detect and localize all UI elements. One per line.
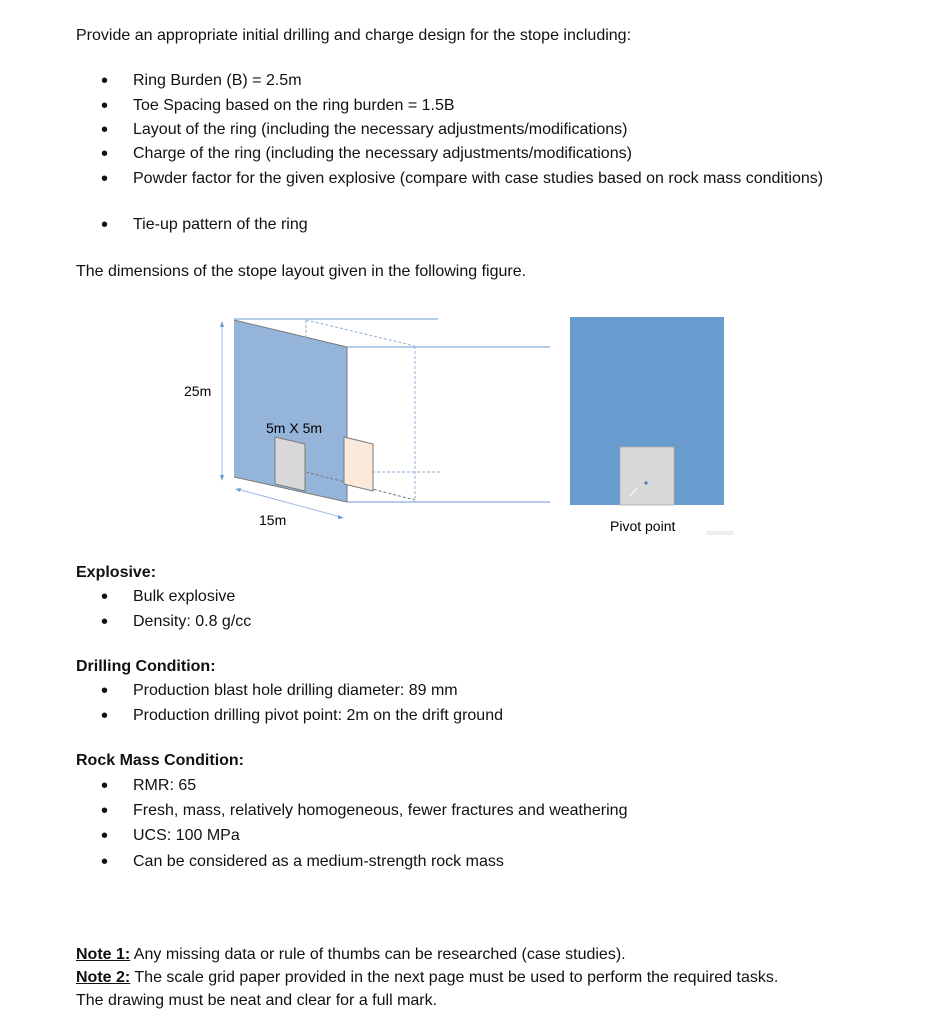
list-item-text: • Powder factor for the given explosive (compare with case studies based on rock mass conditions)	[133, 170, 824, 187]
note-1	[76, 945, 626, 965]
drift-back	[344, 437, 373, 491]
rock-heading: Rock Mass Condition:	[76, 752, 245, 769]
drilling-list	[76, 681, 503, 731]
explosive-heading: Explosive:	[76, 564, 157, 581]
list-item: • Can be considered as a medium-strength rock mass	[76, 852, 627, 877]
arrow-head	[235, 488, 241, 492]
list-item: • Fresh, mass, relatively homogeneous, fewer fractures and weathering	[76, 801, 627, 826]
note-3: The drawing must be neat and clear for a full mark.	[76, 992, 438, 1009]
rock-list	[76, 776, 627, 877]
note-2	[76, 968, 778, 988]
drift-size-label: 5m X 5m	[266, 420, 323, 436]
list-item: • Ring Burden (B) = 2.5m	[76, 71, 846, 96]
note-1-text: Any missing data or rule of thumbs can be researched (case studies).	[130, 946, 626, 963]
drift-cross-section	[620, 447, 674, 505]
list-item: • Toe Spacing based on the ring burden = 1.5B	[76, 96, 846, 120]
pivot-point-marker	[644, 481, 647, 484]
drilling-heading: Drilling Condition:	[76, 658, 216, 675]
height-label: 25m	[184, 383, 212, 399]
note-2-label: Note 2:	[76, 969, 131, 986]
list-item: • Layout of the ring (including the necessary adjustments/modifications)	[76, 120, 846, 144]
intro-text: Provide an appropriate initial drilling and charge design for the stope including:	[76, 27, 632, 44]
drift-front	[275, 437, 305, 491]
pivot-point-label: Pivot point	[610, 518, 676, 534]
arrow-head	[220, 321, 224, 327]
arrow-head	[220, 475, 224, 481]
list-item: • Density: 0.8 g/cc	[76, 612, 251, 637]
length-label: 15m	[259, 512, 287, 528]
list-item: • Tie-up pattern of the ring	[76, 215, 846, 239]
figure-caption: The dimensions of the stope layout given in the following figure.	[76, 263, 527, 280]
note-1-label: Note 1:	[76, 946, 131, 963]
list-item: • Production blast hole drilling diameter: 89 mm	[76, 681, 503, 706]
list-item: • Charge of the ring (including the necessary adjustments/modifications)	[76, 144, 846, 169]
list-item: • RMR: 65	[76, 776, 627, 801]
note-2-text: The scale grid paper provided in the next page must be used to perform the required tasks.	[130, 969, 779, 986]
explosive-list	[76, 587, 251, 637]
list-item: • Production drilling pivot point: 2m on the drift ground	[76, 706, 503, 731]
list-item: • Bulk explosive	[76, 587, 251, 612]
arrow-head	[338, 515, 344, 519]
divider	[706, 531, 734, 535]
list-item: • UCS: 100 MPa	[76, 826, 627, 852]
